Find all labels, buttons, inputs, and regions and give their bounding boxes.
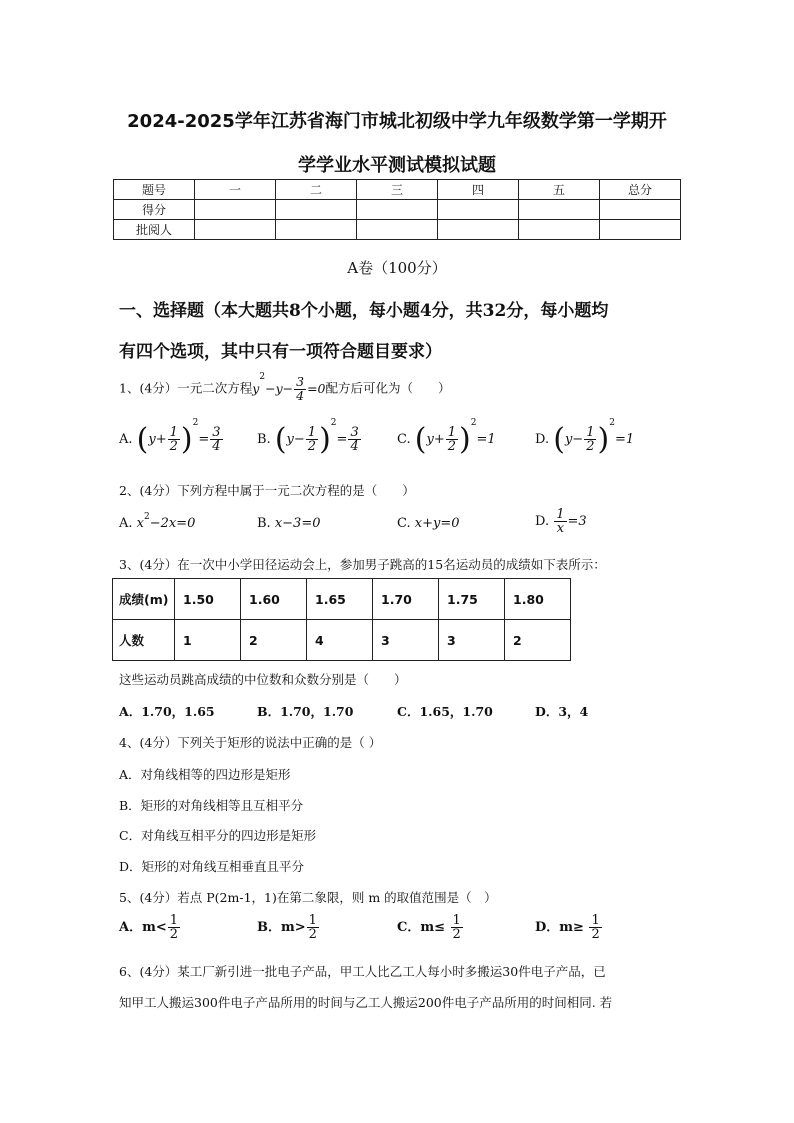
score-header-cell: 二: [276, 180, 357, 200]
score-cell[interactable]: [357, 200, 438, 220]
table-cell: 1.65: [307, 579, 373, 620]
table-cell: 1: [175, 620, 241, 661]
question-1-option-d[interactable]: D. (y− $\frac{1}{2}$ )$^2$=1: [535, 418, 635, 457]
score-cell[interactable]: [357, 220, 438, 240]
table-row: [113, 579, 571, 620]
question-4-option-c[interactable]: C．对角线互相平分的四边形是矩形: [119, 828, 317, 843]
table-row: [113, 620, 571, 661]
score-cell[interactable]: [195, 200, 276, 220]
score-header-cell: 四: [438, 180, 519, 200]
question-3-option-a[interactable]: A．1.70，1.65: [119, 704, 215, 719]
question-4-option-b[interactable]: B．矩形的对角线相等且互相平分: [119, 798, 304, 813]
question-3-stem: 3、(4分）在一次中小学田径运动会上，参加男子跳高的15名运动员的成绩如下表所示：: [119, 557, 606, 572]
option-letter: A．m<: [119, 920, 167, 935]
score-table-row: [114, 200, 681, 220]
option-letter: C．m≤: [397, 920, 445, 935]
score-header-cell: 五: [519, 180, 600, 200]
question-1-suffix: 配方后可化为（ ）: [325, 380, 451, 396]
volume-label: A卷（100分）: [347, 259, 447, 277]
question-2-stem: 2、(4分）下列方程中属于一元二次方程的是（ ）: [119, 483, 415, 498]
question-5-option-a[interactable]: A．m< $\frac{1}{2}$: [119, 913, 179, 942]
question-3-option-b[interactable]: B．1.70，1.70: [257, 704, 354, 719]
question-4-stem: 4、(4分）下列关于矩形的说法中正确的是（ ）: [119, 735, 382, 750]
question-5-stem: 5、(4分）若点 P(2m-1，1)在第二象限，则 m 的取值范围是（ ）: [119, 890, 497, 905]
table-cell: 1.50: [175, 579, 241, 620]
option-letter: A.: [119, 432, 133, 447]
score-cell[interactable]: [276, 220, 357, 240]
question-1-equation: $y^2-y-$ $\frac{3}{4}$ =0: [252, 372, 326, 403]
question-3-prompt: 这些运动员跳高成绩的中位数和众数分别是（ ）: [119, 672, 407, 687]
question-1-option-a[interactable]: A. (y+ $\frac{1}{2}$ )$^2$= $\frac{3}{4}$: [119, 418, 221, 457]
table-cell: 人数: [113, 620, 175, 661]
table-cell: 1.60: [241, 579, 307, 620]
question-2-option-a[interactable]: A. $x^2-2x=0$: [119, 512, 196, 531]
score-table-header: [114, 180, 681, 200]
table-cell: 1.75: [439, 579, 505, 620]
score-row-label: 批阅人: [114, 220, 195, 240]
doc-title-line2: 学学业水平测试模拟试题: [298, 155, 496, 176]
table-cell: 4: [307, 620, 373, 661]
table-cell: 成绩(m): [113, 579, 175, 620]
score-header-cell: 题号: [114, 180, 195, 200]
score-header-cell: 三: [357, 180, 438, 200]
question-3-option-d[interactable]: D．3，4: [535, 704, 589, 719]
option-letter: C.: [397, 432, 411, 447]
question-1-option-c[interactable]: C. (y+ $\frac{1}{2}$ )$^2$=1: [397, 418, 496, 457]
score-cell[interactable]: [276, 200, 357, 220]
score-table: [113, 179, 681, 240]
table-cell: 3: [439, 620, 505, 661]
question-6-line2: 知甲工人搬运300件电子产品所用的时间与乙工人搬运200件电子产品所用的时间相同. 若: [119, 995, 613, 1010]
option-letter: C.: [397, 516, 411, 531]
option-letter: B．m>: [257, 920, 306, 935]
question-5-option-c[interactable]: C．m≤ $\frac{1}{2}$: [397, 913, 461, 942]
option-letter: D．m≥: [535, 920, 584, 935]
score-cell[interactable]: [600, 220, 681, 240]
score-cell[interactable]: [438, 220, 519, 240]
question-2-option-d[interactable]: D. $\frac{1}{x}$ =3: [535, 507, 587, 536]
question-2-option-b[interactable]: B. x−3=0: [257, 516, 321, 531]
table-cell: 3: [373, 620, 439, 661]
question-1-option-b[interactable]: B. (y− $\frac{1}{2}$ )$^2$= $\frac{3}{4}$: [257, 418, 359, 457]
section-heading-line2: 有四个选项，其中只有一项符合题目要求）: [119, 342, 442, 362]
question-4-option-a[interactable]: A．对角线相等的四边形是矩形: [119, 767, 291, 782]
question-4-option-d[interactable]: D．矩形的对角线互相垂直且平分: [119, 859, 305, 874]
score-header-cell: 一: [195, 180, 276, 200]
question-5-option-d[interactable]: D．m≥ $\frac{1}{2}$: [535, 913, 600, 942]
option-letter: D.: [535, 432, 550, 447]
table-cell: 1.70: [373, 579, 439, 620]
question-6-line1: 6、(4分）某工厂新引进一批电子产品，甲工人比乙工人每小时多搬运30件电子产品，已: [119, 964, 606, 979]
question-2-option-c[interactable]: C. x+y=0: [397, 516, 460, 531]
option-letter: B.: [257, 432, 271, 447]
table-cell: 2: [505, 620, 571, 661]
question-5-option-b[interactable]: B．m> $\frac{1}{2}$: [257, 913, 317, 942]
question-1-prefix: 1、(4分）一元二次方程: [119, 380, 253, 396]
high-jump-table: [112, 578, 571, 661]
option-letter: A.: [119, 516, 133, 531]
question-3-option-c[interactable]: C．1.65，1.70: [397, 704, 493, 719]
score-cell[interactable]: [600, 200, 681, 220]
score-cell[interactable]: [519, 200, 600, 220]
section-heading-line1: 一、选择题（本大题共8个小题，每小题4分，共32分，每小题均: [119, 301, 609, 321]
score-row-label: 得分: [114, 200, 195, 220]
score-table-row: [114, 220, 681, 240]
score-cell[interactable]: [195, 220, 276, 240]
option-letter: D.: [535, 514, 550, 529]
score-cell[interactable]: [519, 220, 600, 240]
table-cell: 2: [241, 620, 307, 661]
table-cell: 1.80: [505, 579, 571, 620]
option-letter: B.: [257, 516, 271, 531]
score-cell[interactable]: [438, 200, 519, 220]
doc-title-line1: 2024-2025学年江苏省海门市城北初级中学九年级数学第一学期开: [127, 111, 667, 132]
question-1-stem: [119, 372, 451, 403]
score-header-cell: 总分: [600, 180, 681, 200]
